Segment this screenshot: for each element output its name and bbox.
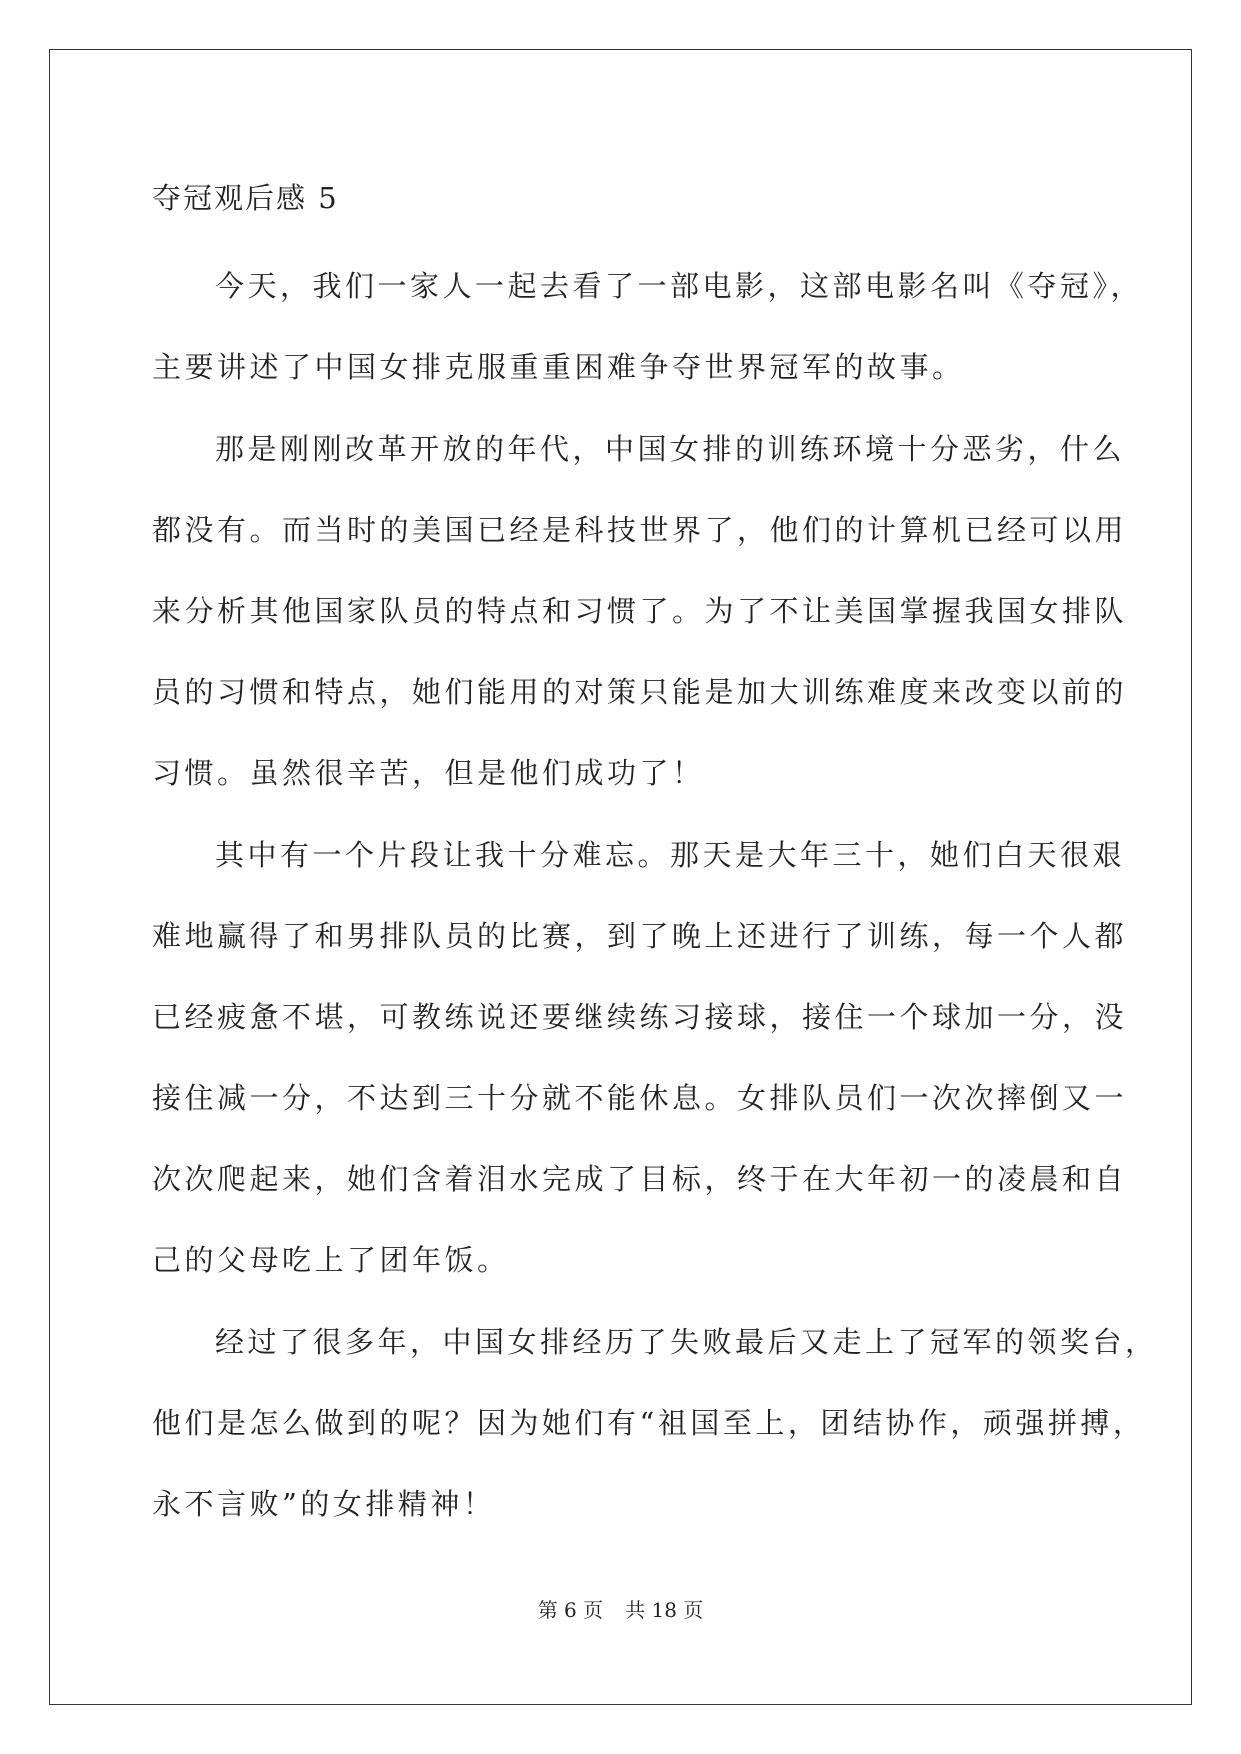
text-line: 经过了很多年，中国女排经历了失败最后又走上了冠军的领奖台，	[215, 1325, 1158, 1359]
paragraph-2	[152, 409, 1128, 814]
text-line: 己的父母吃上了团年饭。	[152, 1243, 510, 1277]
text-line: 今天，我们一家人一起去看了一部电影，这部电影名叫《夺冠》，	[215, 269, 1144, 303]
text-line: 那是刚刚改革开放的年代，中国女排的训练环境十分恶劣，什么	[215, 432, 1126, 466]
paragraph-3	[152, 815, 1128, 1301]
text-line: 其中有一个片段让我十分难忘。那天是大年三十，她们白天很艰	[215, 838, 1126, 872]
text-line: 次次爬起来，她们含着泪水完成了目标，终于在大年初一的凌晨和自	[152, 1162, 1128, 1196]
text-line: 永不言败”的女排精神！	[152, 1487, 496, 1521]
paragraph-4	[152, 1302, 1158, 1545]
text-line: 接住减一分，不达到三十分就不能休息。女排队员们一次次摔倒又一	[152, 1081, 1128, 1115]
page-footer	[0, 1598, 1241, 1622]
text-line: 他们是怎么做到的呢？因为她们有“祖国至上，团结协作，顽强拼搏，	[152, 1406, 1146, 1440]
document-title: 夺冠观后感 5	[152, 181, 339, 215]
text-line: 习惯。虽然很辛苦，但是他们成功了！	[152, 756, 705, 790]
page-number: 第 6 页	[537, 1598, 604, 1622]
text-line: 都没有。而当时的美国已经是科技世界了，他们的计算机已经可以用	[152, 513, 1128, 547]
text-line: 已经疲惫不堪，可教练说还要继续练习接球，接住一个球加一分，没	[152, 1000, 1128, 1034]
page-total: 共 18 页	[625, 1598, 704, 1622]
text-line: 主要讲述了中国女排克服重重困难争夺世界冠军的故事。	[152, 350, 965, 384]
text-line: 来分析其他国家队员的特点和习惯了。为了不让美国掌握我国女排队	[152, 594, 1128, 628]
text-line: 难地赢得了和男排队员的比赛，到了晚上还进行了训练，每一个人都	[152, 919, 1128, 953]
text-line: 员的习惯和特点，她们能用的对策只能是加大训练难度来改变以前的	[152, 675, 1128, 709]
paragraph-1	[152, 246, 1144, 408]
document-body	[152, 166, 1158, 1545]
